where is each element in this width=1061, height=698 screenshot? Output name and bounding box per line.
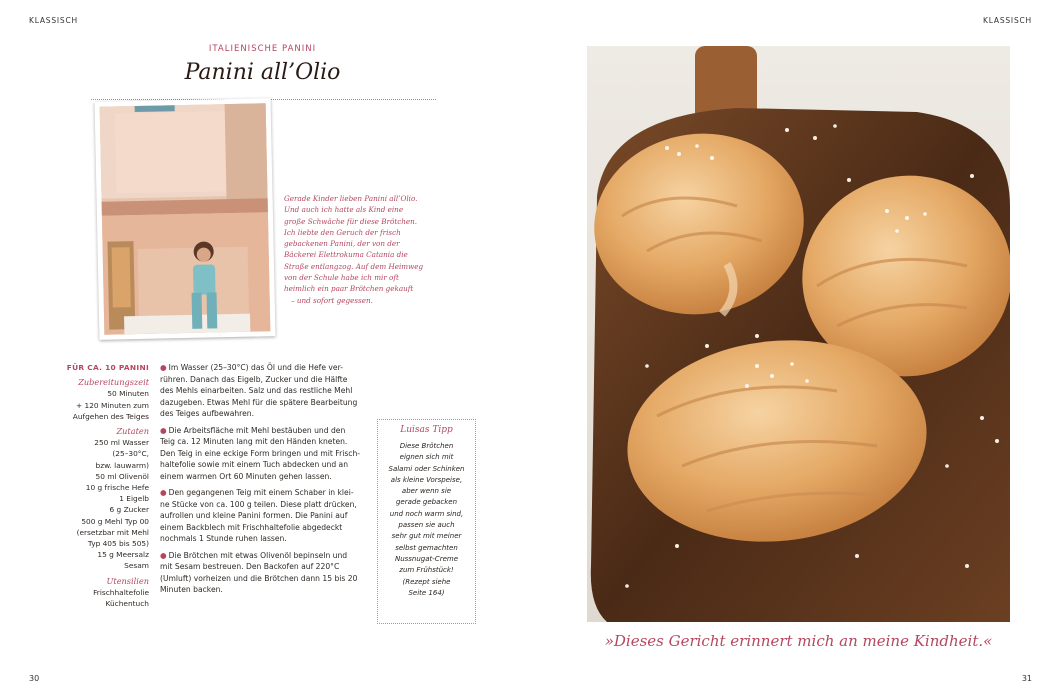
method-steps	[160, 362, 374, 601]
tip-line: selbst gemachten	[395, 543, 458, 552]
running-header-left: KLASSISCH	[29, 16, 78, 25]
ingredient-line: 50 ml Olivenöl	[95, 471, 149, 481]
tip-line: passen sie auch	[398, 521, 455, 530]
tip-line: eignen sich mit	[399, 453, 454, 462]
prep-time-line: 50 Minuten	[107, 389, 149, 399]
intro-line: Ich liebte den Geruch der frisch	[284, 227, 401, 237]
tip-line: Nussnugat-Creme	[394, 554, 459, 563]
tip-line: Seite 164)	[408, 588, 445, 597]
ingredient-line: bzw. lauwarm)	[95, 460, 149, 470]
page-number-right: 31	[1021, 674, 1032, 683]
intro-line: – und sofort gegessen.	[291, 295, 373, 305]
ingredient-line: 10 g frische Hefe	[85, 483, 149, 493]
ingredient-line: 1 Eigelb	[119, 494, 149, 504]
tip-line: gerade gebacken	[395, 498, 458, 507]
intro-line: heimlich ein paar Brötchen gekauft	[284, 284, 414, 294]
prep-time-heading: Zubereitungszeit	[78, 377, 149, 388]
panini-photo	[587, 46, 1010, 622]
intro-line: Gerade Kinder lieben Panini all’Olio.	[284, 194, 418, 203]
bullet-icon: ●	[160, 363, 167, 372]
recipe-title: Panini all’Olio	[184, 60, 341, 85]
ingredient-line: (ersetzbar mit Mehl	[76, 527, 149, 537]
intro-line: Und auch ich hatte als Kind eine	[284, 205, 404, 215]
tip-text	[378, 441, 475, 599]
tip-line: sehr gut mit meiner	[391, 532, 462, 541]
ingredients-heading: Zutaten	[116, 426, 149, 437]
page-number-left: 30	[29, 674, 40, 683]
intro-line: Straße entlangzog. Auf dem Heimweg	[284, 261, 424, 271]
ingredient-line: Sesam	[124, 561, 149, 571]
intro-line: von der Schule habe ich mir oft	[284, 273, 399, 283]
bullet-icon: ●	[160, 425, 167, 435]
intro-line: gebackenen Panini, der von der	[284, 239, 400, 249]
intro-line: Bäckerei Elettrokuma Catania die	[284, 250, 408, 260]
method-step: ● Die Arbeitsfläche mit Mehl bestäuben und den Teig ca. 12 Minuten lang mit den Händen kneten. Den Teig in eine eckige Form bringen und mit Frisch- haltefolie sowie mit einem Tuch abdecken und an einem warmen Ort 60 Minuten gehen lassen.	[160, 425, 361, 481]
tip-line: und noch warm sind,	[389, 509, 464, 518]
intro-line: große Schwäche für diese Brötchen.	[284, 216, 418, 226]
ingredient-line: 500 g Mehl Typ 00	[81, 516, 149, 526]
tool-line: Frischhaltefolie	[93, 587, 149, 597]
tip-line: (Rezept siehe	[402, 577, 451, 586]
prep-time-line: Aufgehen des Teiges	[72, 411, 149, 421]
ingredient-line: (25–30°C,	[112, 449, 149, 459]
tip-heading: Luisas Tipp	[400, 425, 453, 435]
tip-line: als kleine Vorspeise,	[390, 475, 463, 484]
panini-illustration	[587, 46, 1010, 622]
prep-time-line: + 120 Minuten zum	[75, 400, 149, 410]
bullet-icon: ●	[160, 550, 167, 560]
method-step: ● Den gegangenen Teig mit einem Schaber in klei- ne Stücke von ca. 100 g teilen. Diese platt drücken, aufrollen und kleine Panini formen. Die Panini auf einem Backblech mit Frischhaltefolie abgedeckt nochmals 1 Stunde ruhen lassen.	[160, 488, 357, 543]
tools-heading: Utensilien	[106, 575, 149, 586]
ingredient-line: 15 g Meersalz	[97, 550, 149, 560]
childhood-photo	[95, 98, 276, 340]
ingredient-line: Typ 405 bis 505)	[87, 539, 149, 549]
tip-line: aber wenn sie	[401, 487, 452, 496]
intro-text	[284, 193, 423, 306]
bullet-icon: ●	[160, 488, 167, 497]
method-step: ● Im Wasser (25–30°C) das Öl und die Hefe ver- rühren. Danach das Eigelb, Zucker und die Hälfte des Mehls einarbeiten. Salz und das restliche Mehl dazugeben. Etwas Mehl für die spätere Bearbeitung des Teiges aufbewahren.	[160, 363, 358, 418]
childhood-photo-illustration	[95, 98, 276, 340]
tool-line: Küchentuch	[105, 599, 149, 609]
pull-quote: »Dieses Gericht erinnert mich an meine Kindheit.«	[604, 632, 993, 650]
tip-line: Diese Brötchen	[399, 442, 454, 450]
recipe-kicker: ITALIENISCHE PANINI	[208, 44, 317, 54]
running-header-right: KLASSISCH	[983, 16, 1032, 25]
method-step: ● Die Brötchen mit etwas Olivenöl bepinseln und mit Sesam bestreuen. Den Backofen auf 220°C (Umluft) vorheizen und die Brötchen dann 15 bis 20 Minuten backen.	[160, 550, 358, 594]
ingredient-line: 6 g Zucker	[109, 505, 149, 515]
yield-label: FÜR CA. 10 PANINI	[66, 363, 149, 372]
tip-line: Salami oder Schinken	[388, 464, 465, 473]
ingredient-line: 250 ml Wasser	[94, 438, 149, 448]
tip-box	[377, 419, 476, 624]
ingredients-column	[52, 362, 149, 609]
tip-line: zum Frühstück!	[399, 566, 454, 575]
